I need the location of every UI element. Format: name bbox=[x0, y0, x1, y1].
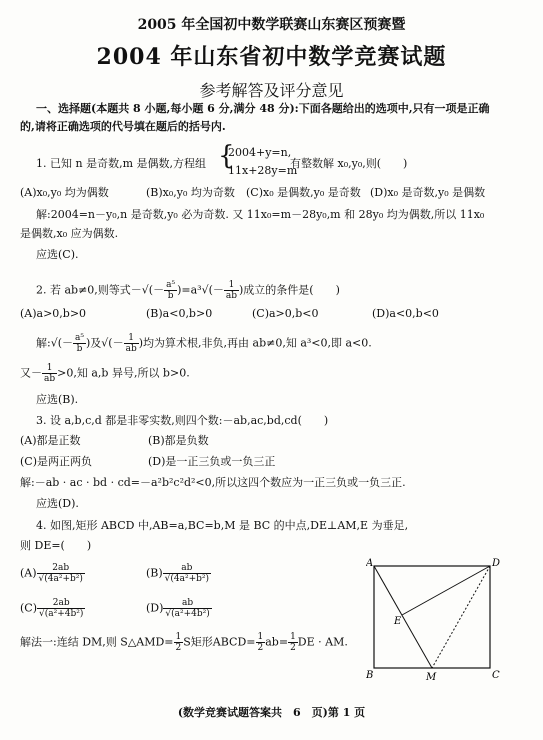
page-subtitle: 参考解答及评分意见 bbox=[199, 81, 344, 100]
q3-stem: 3. 设 a,b,c,d 都是非零实数,则四个数:－ab,ac,bd,cd( ) bbox=[36, 414, 329, 427]
rectangle-abcd bbox=[374, 566, 490, 668]
q2-answer: 应选(B). bbox=[36, 393, 79, 406]
q1-answer: 应选(C). bbox=[36, 248, 79, 261]
q2-fraction-1: $\frac{\text{a⁵}}{b}$ bbox=[166, 280, 176, 301]
q2-option-b: (B)a<0,b>0 bbox=[146, 307, 213, 320]
label-a: A bbox=[366, 558, 374, 569]
q1-option-d: (D)x₀ 是奇数,y₀ 是偶数 bbox=[370, 186, 486, 199]
q2-fraction-2: $\frac{1}{ab}$ bbox=[225, 280, 238, 301]
q4-option-d: (D) $\frac{ab}{\text{√(a²+4b²)}}$ bbox=[146, 598, 210, 619]
q2-option-c: (C)a>0,b<0 bbox=[252, 307, 319, 320]
segment-dm-dashed bbox=[432, 566, 490, 668]
q1-option-a: (A)x₀,y₀ 均为偶数 bbox=[20, 186, 109, 199]
q2-solution-1: 解:√(－ $\frac{\text{a⁵}}{b}$ )及√(－ $\frac{1}{ab}$ )均为算术根,非负,再由 ab≠0,知 a³<0,即 a<0. bbox=[36, 333, 372, 354]
page-footer: (数学竞赛试题答案共 6 页)第 1 页 bbox=[177, 706, 366, 719]
label-e: E bbox=[394, 616, 402, 627]
q1-system-eq1: 2004+y=n, bbox=[228, 146, 292, 159]
section-1-title-cont: 的,请将正确选项的代号填在题后的括号内. bbox=[20, 120, 226, 133]
q3-option-d: (D)是一正三负或一负三正 bbox=[148, 455, 276, 468]
q3-option-b: (B)都是负数 bbox=[148, 434, 209, 447]
q4-stem-1: 4. 如图,矩形 ABCD 中,AB=a,BC=b,M 是 BC 的中点,DE⊥AM,E 为垂足, bbox=[36, 519, 409, 532]
header-line-1: 2005 年全国初中数学联赛山东赛区预赛暨 bbox=[137, 17, 406, 33]
q1-stem-b: 有整数解 x₀,y₀,则( ) bbox=[290, 157, 408, 170]
page-title: 2004 年山东省初中数学竞赛试题 bbox=[96, 44, 447, 70]
q1-system-brace: { bbox=[218, 141, 235, 171]
q3-option-a: (A)都是正数 bbox=[20, 434, 81, 447]
section-1-title: 一、选择题(本题共 8 小题,每小题 6 分,满分 48 分):下面各题给出的选项中,只有一项是正确 bbox=[36, 102, 490, 115]
label-d: D bbox=[492, 558, 501, 569]
segment-am bbox=[374, 566, 432, 668]
q4-stem-2: 则 DE=( ) bbox=[20, 539, 92, 552]
q2-option-a: (A)a>0,b>0 bbox=[20, 307, 87, 320]
q4-solution-1: 解法一:连结 DM,则 S△AMD= $\frac{1}{2}$ S矩形ABCD= $\frac{1}{2}$ ab= $\frac{1}{2}$ DE · AM. bbox=[20, 632, 348, 653]
q2-solution-2: 又－ $\frac{1}{ab}$ >0,知 a,b 异号,所以 b>0. bbox=[20, 363, 190, 384]
q3-answer: 应选(D). bbox=[36, 497, 79, 510]
q4-option-b: (B) $\frac{ab}{\text{√(4a²+b²)}}$ bbox=[146, 563, 210, 584]
q4-option-a: (A) $\frac{2ab}{\text{√(4a²+b²)}}$ bbox=[20, 563, 83, 584]
label-c: C bbox=[492, 670, 500, 681]
q3-option-c: (C)是两正两负 bbox=[20, 455, 92, 468]
q4-option-c: (C) $\frac{2ab}{\text{√(a²+4b²)}}$ bbox=[20, 598, 84, 619]
q1-solution-1: 解:2004=n－y₀,n 是奇数,y₀ 必为奇数. 又 11x₀=m－28y₀,m 和 28y₀ 均为偶数,所以 11x₀ bbox=[36, 208, 485, 221]
q1-option-c: (C)x₀ 是偶数,y₀ 是奇数 bbox=[246, 186, 361, 199]
q2-stem: 2. 若 ab≠0,则等式－√(－ $\frac{\text{a⁵}}{b}$ )=a³√(－ $\frac{1}{ab}$ )成立的条件是( ) bbox=[36, 280, 340, 301]
label-m: M bbox=[426, 672, 437, 683]
segment-de bbox=[402, 566, 490, 615]
q1-option-b: (B)x₀,y₀ 均为奇数 bbox=[146, 186, 235, 199]
q1-stem-a: 1. 已知 n 是奇数,m 是偶数,方程组 bbox=[36, 157, 206, 170]
rectangle-figure bbox=[366, 558, 506, 684]
q3-solution: 解:－ab · ac · bd · cd=－a²b²c²d²<0,所以这四个数应为一正三负或一负三正. bbox=[20, 476, 406, 489]
q1-system-eq2: 11x+28y=m bbox=[228, 164, 298, 177]
q1-solution-2: 是偶数,x₀ 应为偶数. bbox=[20, 227, 119, 240]
label-b: B bbox=[366, 670, 374, 681]
q2-option-d: (D)a<0,b<0 bbox=[372, 307, 439, 320]
